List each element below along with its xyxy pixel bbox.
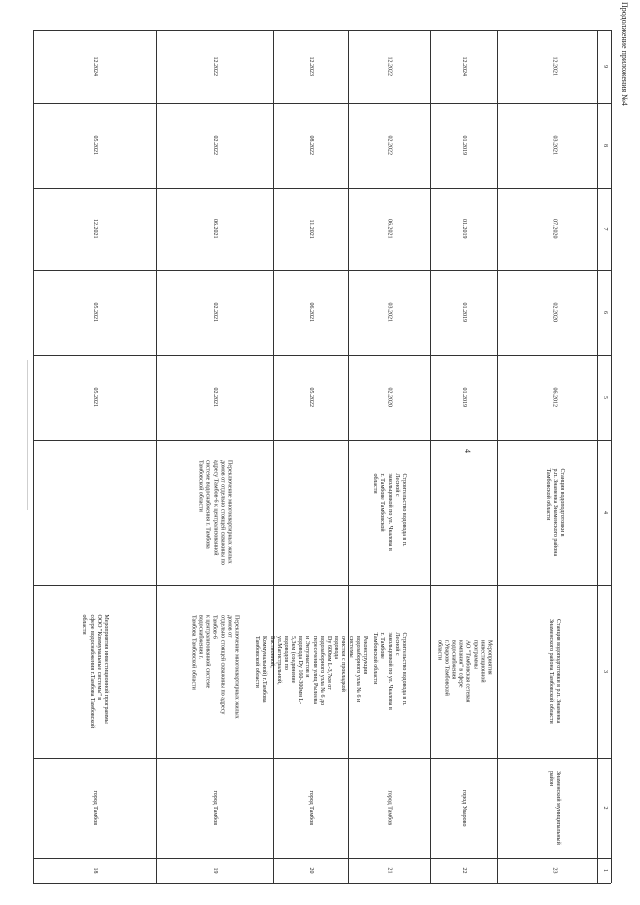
table-cell-d9-text: 12.2023 [308, 56, 314, 76]
table-cell-object [35, 442, 154, 583]
table-cell-d8 [350, 105, 428, 186]
table-cell-d5 [35, 357, 154, 438]
table-border-bottom [33, 883, 611, 884]
table-cell-d7-text: 01.2019 [461, 219, 467, 239]
scan-artifact-line [27, 360, 28, 510]
table-cell-project-text: Переключение многоквартирных жилых домов от отдельно стоящей скважины по адресу Тамбов-6 к централизованной системе водоснабжения г. Тамбова Тамбовской области [190, 615, 240, 719]
column-divider [33, 440, 611, 441]
table-cell-num-text: 22 [461, 867, 467, 874]
table-cell-d8-text: 02.2022 [386, 135, 393, 155]
table-cell-project [254, 587, 368, 756]
table-cell-d5-text: 02.2021 [212, 387, 218, 407]
row-divider [156, 30, 157, 883]
table-cell-d9 [499, 32, 609, 101]
table-cell-d6 [432, 272, 495, 353]
table-cell-d6 [158, 272, 271, 353]
table-cell-d6 [350, 272, 428, 353]
table-cell-d7 [432, 190, 495, 268]
table-cell-d9-text: 12.2022 [212, 56, 218, 76]
table-border-right [611, 30, 612, 883]
table-border-top [33, 30, 611, 31]
table-cell-d5-text: 05.2021 [92, 387, 98, 407]
table-cell-d9 [275, 32, 346, 101]
table-cell-d9-text: 12.2024 [92, 56, 98, 76]
table-cell-project-text: Реконструкция водозаборного узла № 6 и системы очистки с прокладкой водовода Dy 600мм L-3,7км от водозаборного узла № 6 до пересечения улиц Рылеева и Энтузиастов и водовода Dy 160-300мм L-5,3км (соединение водоводов по ул.Магистральной, Бастионной, Коммунальной) г.Тамбова Тамбовской области [254, 636, 368, 706]
table-cell-place-text: город Тамбов [212, 790, 218, 826]
table-cell-d5 [499, 357, 609, 438]
table-cell-place [275, 760, 346, 856]
column-header-8-text: 8 [602, 144, 608, 147]
table-cell-d6-text: 02.2021 [212, 302, 218, 322]
table-cell-object-text: Переключение многоквартирных жилых домов от отдельно стоящей скважины по адресу Тамбов-6 к централизованной системе водоснабжения г. Тамбова Тамбовской области [197, 460, 233, 565]
table-cell-d5-text: 06.2012 [551, 387, 558, 407]
table-cell-place-text: город Уварово [461, 790, 467, 827]
table-cell-d7-text: 11.2021 [308, 219, 314, 239]
table-cell-object-text: Строительство водовода в п. Лесной с закольцовкой по ул. Чкалова в г. Тамбове Тамбовской области [372, 473, 407, 551]
table-cell-place [158, 760, 271, 856]
column-header-1-text: 1 [602, 869, 608, 872]
table-cell-d7-text: 06.2021 [386, 219, 393, 239]
table-cell-d7 [35, 190, 154, 268]
table-border-left [33, 30, 34, 883]
table-cell-num [350, 860, 428, 881]
column-divider [33, 758, 611, 759]
table-cell-project [350, 587, 428, 756]
table-cell-place-text: город Тамбов [386, 790, 393, 826]
table-cell-num-text: 18 [92, 867, 98, 874]
table-cell-d8 [499, 105, 609, 186]
table-cell-d8-text: 02.2022 [212, 135, 218, 155]
table-cell-d9-text: 12.2022 [386, 56, 393, 76]
table-cell-place [432, 760, 495, 856]
table-cell-d8 [432, 105, 495, 186]
table-cell-num [35, 860, 154, 881]
table-cell-d5 [158, 357, 271, 438]
table-cell-object [432, 442, 495, 583]
table-cell-num-text: 20 [308, 867, 314, 874]
table-cell-d9-text: 12.2024 [461, 56, 467, 76]
table-cell-project [499, 587, 609, 756]
table-cell-place [350, 760, 428, 856]
page-number-text: 4 [463, 449, 472, 453]
table-cell-d6 [499, 272, 609, 353]
table-cell-d8-text: 01.2019 [461, 135, 467, 155]
table-cell-d8-text: 08.2022 [308, 135, 314, 155]
column-divider [33, 103, 611, 104]
row-divider [273, 30, 274, 883]
table-cell-project-text: Станция водоподготовки в р.п. Знаменка Знаменского района Тамбовской области [547, 619, 561, 724]
table-cell-place-text: город Тамбов [308, 790, 314, 826]
column-header-7-text: 7 [602, 227, 608, 231]
table-cell-d9-text: 12.2021 [551, 56, 558, 76]
column-header-4-text: 4 [602, 511, 608, 514]
table-cell-object-text: Станция водоподготовки в р.п. Знаменка Знаменского района Тамбовской области [544, 468, 565, 557]
table-cell-d5-text: 05.2022 [308, 387, 314, 407]
column-divider [33, 270, 611, 271]
continuation-title-text: Продолжение приложения №4 [620, 2, 629, 106]
table-cell-d9 [158, 32, 271, 101]
table-cell-d6-text: 03.2021 [386, 302, 393, 322]
table-cell-d7 [275, 190, 346, 268]
table-cell-num-text: 23 [551, 867, 558, 874]
table-cell-d5-text: 02.2020 [386, 387, 393, 407]
table-cell-object [275, 442, 346, 583]
table-cell-d8-text: 03.2021 [551, 135, 558, 155]
table-cell-project-text: Строительство водовода в п. Лесной с закольцовкой по ул. Чкалова в г. Тамбове Тамбовской области [372, 632, 407, 710]
column-header-6-text: 6 [602, 311, 608, 314]
table-cell-d5-text: 01.2019 [461, 387, 467, 407]
table-cell-d6-text: 06.2021 [308, 302, 314, 322]
column-divider [33, 858, 611, 859]
column-header-3-text: 3 [602, 670, 608, 673]
table-cell-d8-text: 05.2021 [92, 135, 98, 155]
table-cell-d6-text: 02.2020 [551, 302, 558, 322]
table-cell-d5 [275, 357, 346, 438]
table-cell-d7-text: 07.2020 [551, 219, 558, 239]
table-cell-num [275, 860, 346, 881]
table-cell-d7 [499, 190, 609, 268]
table-cell-num-text: 21 [386, 867, 393, 874]
table-cell-object [158, 442, 271, 583]
row-divider [348, 30, 349, 883]
table-cell-d9 [35, 32, 154, 101]
table-cell-project [35, 587, 154, 756]
table-cell-d5 [350, 357, 428, 438]
table-cell-place-text: Знаменский муниципальный район [547, 771, 561, 845]
table-cell-d7 [350, 190, 428, 268]
table-cell-d7 [158, 190, 271, 268]
column-header-9-text: 9 [602, 65, 608, 68]
table-cell-object [499, 442, 609, 583]
table-cell-d6 [35, 272, 154, 353]
table-cell-d8 [35, 105, 154, 186]
column-divider [33, 585, 611, 586]
column-header-2-text: 2 [602, 806, 608, 810]
table-cell-num [432, 860, 495, 881]
table-cell-d8 [275, 105, 346, 186]
table-cell-object [350, 442, 428, 583]
table-cell-num [158, 860, 271, 881]
table-cell-d6-text: 05.2021 [92, 302, 98, 322]
table-cell-project-text: Мероприятия инвестиционной программы АО "Тамбовская сетевая компания" в сфере водоснабжения г.Уварово Тамбовской области [436, 640, 493, 703]
table-cell-d6-text: 01.2019 [461, 302, 467, 322]
row-divider [430, 30, 431, 883]
column-divider [33, 355, 611, 356]
table-cell-d7-text: 06.2021 [212, 219, 218, 239]
table-cell-d8 [158, 105, 271, 186]
table-cell-project [432, 587, 495, 756]
column-header-5-text: 5 [602, 396, 608, 399]
table-cell-d6 [275, 272, 346, 353]
table-cell-num [499, 860, 609, 881]
table-cell-place [35, 760, 154, 856]
table-cell-project-text: Мероприятия инвестиционной программы ООО "Коммунальные системы" в сфере водоснабжения г.Тамбова Тамбовской области [81, 614, 109, 729]
column-divider [33, 188, 611, 189]
table-cell-d9 [350, 32, 428, 101]
row-divider [497, 30, 498, 883]
table-cell-d5 [432, 357, 495, 438]
table-cell-d9 [432, 32, 495, 101]
table-cell-num-text: 19 [212, 867, 218, 874]
table-cell-d7-text: 12.2021 [92, 219, 98, 239]
table-cell-place-text: город Тамбов [92, 790, 98, 826]
table-cell-place [499, 760, 609, 856]
continuation-title [620, 2, 632, 162]
